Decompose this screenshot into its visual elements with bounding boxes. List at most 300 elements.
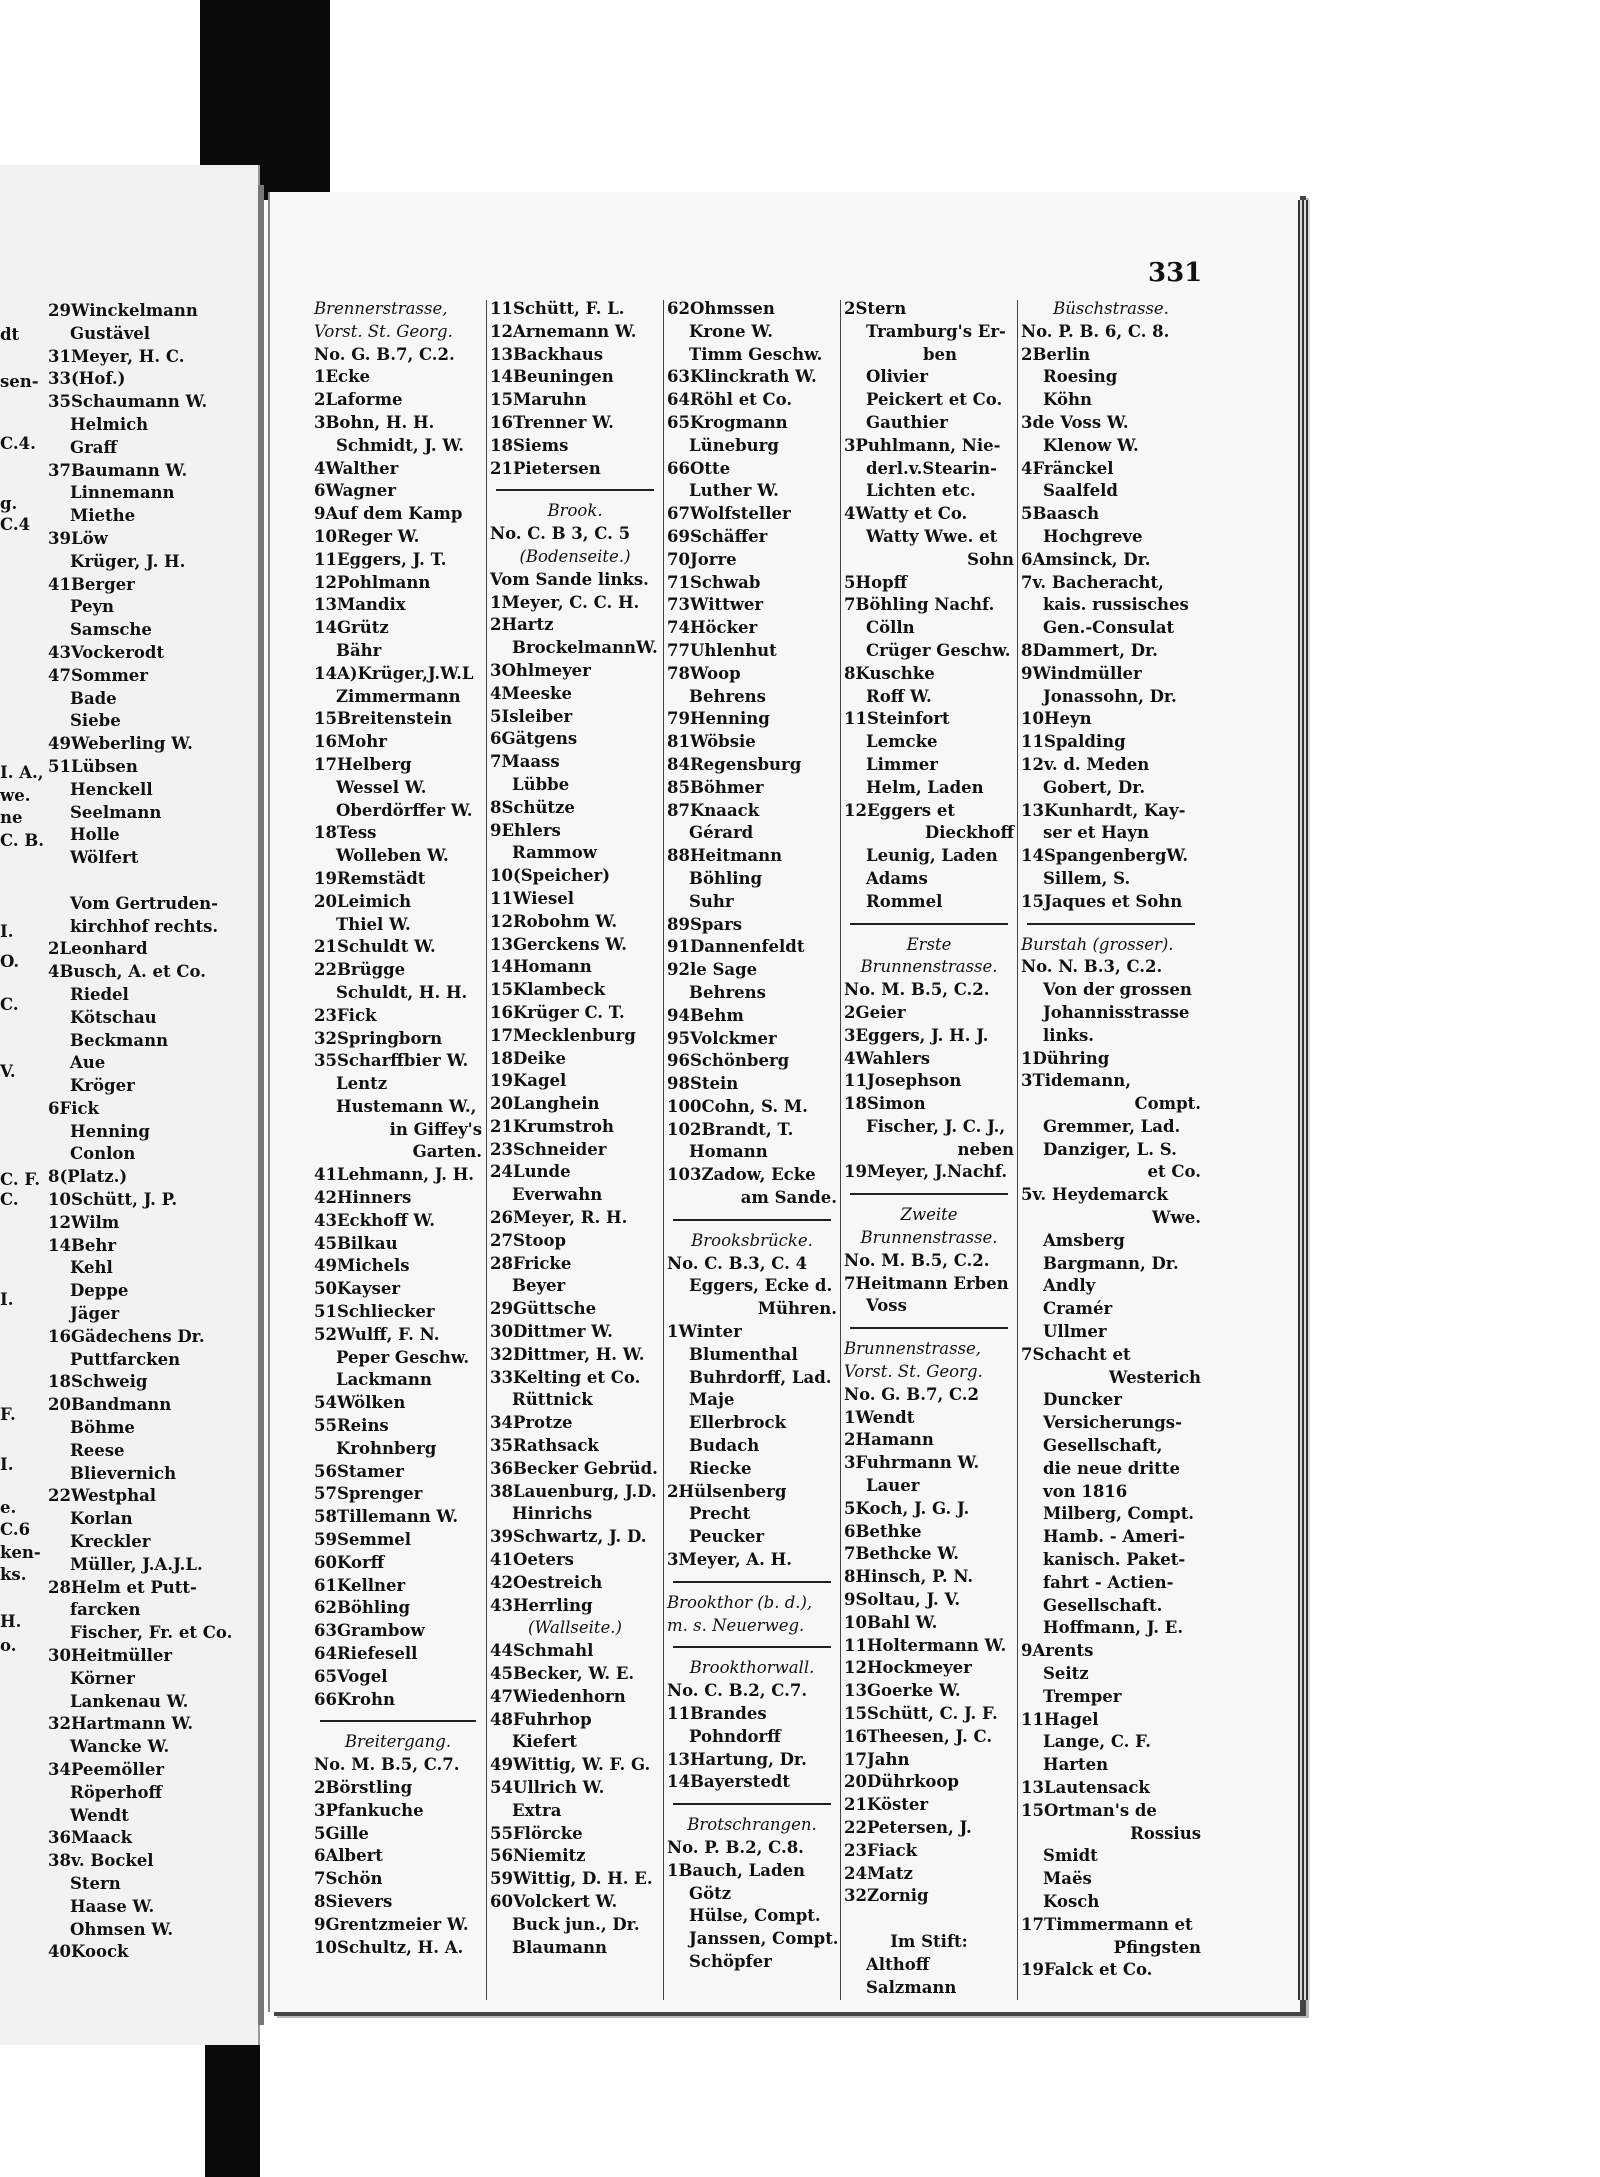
directory-entry: 48Fuhrhop [490, 1709, 592, 1729]
directory-entry: 7Schön [314, 1869, 383, 1889]
directory-entry: Helm, Laden [866, 777, 984, 797]
directory-entry: 13Backhaus [490, 344, 604, 364]
directory-entry: 65Krogmann [667, 412, 788, 432]
directory-entry: ser et Hayn [1043, 823, 1149, 843]
directory-entry: Thiel W. [336, 914, 411, 934]
directory-entry: Tremper [1043, 1686, 1122, 1706]
directory-column-4 [844, 298, 1014, 1999]
directory-entry: 2Leonhard [48, 939, 148, 959]
directory-entry: 23Fiack [844, 1840, 918, 1860]
directory-entry: 15Ortman's de [1021, 1800, 1157, 1820]
street-heading: Brunnenstrasse, [844, 1339, 982, 1359]
directory-entry: 36Becker Gebrüd. [490, 1458, 658, 1478]
clipped-text-fragment: e. [0, 1498, 17, 1517]
section-rule [850, 1327, 1008, 1329]
directory-entry: 18Tess [314, 823, 377, 843]
directory-entry: Rommel [866, 891, 943, 911]
directory-entry: 37Baumann W. [48, 460, 188, 480]
clipped-text-fragment: I. [0, 922, 14, 941]
directory-entry: 95Volckmer [667, 1028, 777, 1048]
directory-entry: Peper Geschw. [336, 1347, 470, 1367]
directory-entry: 5Gille [314, 1823, 369, 1843]
directory-entry: 60Korff [314, 1552, 385, 1572]
directory-entry: Budach [689, 1436, 760, 1456]
directory-entry: 32Springborn [314, 1028, 443, 1048]
directory-entry: 10Heyn [1021, 709, 1092, 729]
directory-entry: 10Schütt, J. P. [48, 1190, 178, 1210]
directory-entry: 10Schultz, H. A. [314, 1937, 464, 1957]
directory-entry: Holle [70, 825, 120, 845]
directory-entry: 19Remstädt [314, 868, 426, 888]
directory-entry: Lange, C. F. [1043, 1732, 1151, 1752]
street-heading: Brotschrangen. [687, 1815, 817, 1835]
directory-entry: 20Bandmann [48, 1395, 172, 1415]
directory-entry: 5Isleiber [490, 706, 573, 726]
column-separator [663, 300, 664, 2000]
directory-entry: 14Homann [490, 957, 592, 977]
clipped-text-fragment: we. [0, 786, 31, 805]
directory-entry: Lackmann [336, 1370, 432, 1390]
section-rule [673, 1219, 831, 1221]
clipped-text-fragment: F. [0, 1405, 16, 1424]
directory-entry: 5Koch, J. G. J. [844, 1498, 970, 1518]
directory-entry: 84Regensburg [667, 754, 802, 774]
directory-entry: Siebe [70, 711, 121, 731]
directory-entry: Hülse, Compt. [689, 1906, 821, 1926]
directory-entry: 1Winter [667, 1322, 742, 1342]
directory-entry: Sohn [967, 549, 1014, 569]
directory-entry: 64Röhl et Co. [667, 390, 793, 410]
directory-entry: 6Amsinck, Dr. [1021, 549, 1151, 569]
directory-entry: 35Scharffbier W. [314, 1051, 469, 1071]
directory-entry: 88Heitmann [667, 846, 783, 866]
directory-entry: Von der grossen [1043, 980, 1192, 1000]
directory-entry: Suhr [689, 891, 734, 911]
directory-entry: kirchhof rechts. [70, 916, 219, 936]
directory-entry: 13Goerke W. [844, 1681, 961, 1701]
directory-entry: 54Wölken [314, 1393, 406, 1413]
directory-entry: Gremmer, Lad. [1043, 1116, 1181, 1136]
directory-entry: Krüger, J. H. [70, 551, 186, 571]
directory-entry: 39Löw [48, 528, 108, 548]
directory-entry: 85Böhmer [667, 777, 764, 797]
directory-entry: 20Langhein [490, 1094, 600, 1114]
directory-entry: Kröger [70, 1076, 135, 1096]
directory-entry: am Sande. [740, 1188, 837, 1208]
directory-entry: Seitz [1043, 1664, 1089, 1684]
directory-entry: 63Klinckrath W. [667, 367, 817, 387]
directory-entry: Kehl [70, 1258, 113, 1278]
directory-entry: 38v. Bockel [48, 1851, 154, 1871]
directory-entry: 51Schliecker [314, 1302, 435, 1322]
directory-entry: Dieckhoff [924, 823, 1014, 843]
directory-entry: 18Simon [844, 1094, 926, 1114]
clipped-text-fragment: ne [0, 808, 23, 827]
directory-entry: Bähr [336, 640, 382, 660]
directory-entry: Korlan [70, 1509, 133, 1529]
directory-entry: 50Kayser [314, 1279, 401, 1299]
directory-entry: 56Niemitz [490, 1846, 586, 1866]
section-rule [850, 923, 1008, 925]
street-heading: Büschstrasse. [1053, 299, 1169, 318]
directory-entry: Westerich [1108, 1367, 1201, 1387]
directory-entry: 33(Hof.) [48, 369, 126, 389]
directory-entry: 29Winckelmann [48, 301, 198, 320]
directory-entry: 17Jahn [844, 1749, 910, 1769]
directory-entry: 49Michels [314, 1256, 410, 1276]
directory-entry: Hoffmann, J. E. [1043, 1618, 1184, 1638]
directory-entry: Salzmann [866, 1977, 957, 1997]
directory-entry: 22Brügge [314, 960, 406, 980]
section-rule [673, 1803, 831, 1805]
directory-entry: 12Pohlmann [314, 572, 431, 592]
street-heading: (Wallseite.) [528, 1618, 622, 1638]
directory-entry: von 1816 [1043, 1481, 1128, 1501]
directory-entry: Zimmermann [336, 686, 461, 706]
directory-entry: Stern [70, 1873, 121, 1893]
directory-entry: 12Hockmeyer [844, 1658, 972, 1678]
directory-entry: 64Riefesell [314, 1644, 418, 1664]
directory-entry: Mühren. [757, 1299, 837, 1319]
directory-entry: 6Bethke [844, 1521, 922, 1541]
directory-entry: in Giffey's [389, 1119, 482, 1139]
directory-entry: Gobert, Dr. [1043, 777, 1146, 797]
directory-entry: 21Krumstroh [490, 1116, 615, 1136]
directory-entry: Saalfeld [1043, 481, 1118, 501]
directory-entry: Versicherungs- [1043, 1413, 1182, 1433]
directory-entry: 21Pietersen [490, 458, 601, 478]
directory-entry: 1Dühring [1021, 1048, 1110, 1068]
directory-entry: Eggers, Ecke d. [689, 1276, 833, 1296]
directory-entry: 15Schütt, C. J. F. [844, 1704, 998, 1724]
directory-entry: 63Grambow [314, 1621, 425, 1641]
clipped-text-fragment: I. [0, 1455, 14, 1474]
directory-entry: Klenow W. [1043, 435, 1139, 455]
directory-entry: 66Otte [667, 458, 731, 478]
directory-entry: Ohmsen W. [70, 1919, 174, 1939]
directory-entry: 39Schwartz, J. D. [490, 1527, 647, 1547]
directory-entry: Extra [512, 1800, 562, 1820]
directory-entry: Sillem, S. [1043, 868, 1131, 888]
directory-entry: 14Bayerstedt [667, 1772, 790, 1792]
directory-entry: Blumenthal [689, 1344, 798, 1364]
directory-entry: 89Spars [667, 914, 743, 934]
page-edge [1298, 200, 1310, 2000]
directory-entry: Gesellschaft. [1043, 1595, 1163, 1615]
directory-entry: Kreckler [70, 1532, 151, 1552]
directory-entry: Milberg, Compt. [1043, 1504, 1195, 1524]
directory-entry: Andly [1043, 1276, 1096, 1296]
directory-entry: Köhn [1043, 390, 1092, 410]
clipped-text-fragment: C. [0, 995, 19, 1014]
directory-entry: 59Wittig, D. H. E. [490, 1869, 653, 1889]
directory-entry: 15Jaques et Sohn [1021, 891, 1183, 911]
directory-entry: Jonassohn, Dr. [1043, 686, 1177, 706]
directory-entry: derl.v.Stearin- [866, 458, 997, 478]
directory-entry: No. C. B.2, C.7. [667, 1681, 808, 1701]
directory-entry: 23Fick [314, 1005, 377, 1025]
street-heading: Vorst. St. Georg. [314, 321, 453, 341]
directory-entry: 6Wagner [314, 481, 396, 501]
clipped-text-fragment: dt [0, 325, 20, 344]
directory-entry: Crüger Geschw. [866, 640, 1011, 660]
directory-entry: Böhling [689, 868, 763, 888]
directory-entry: 32Zornig [844, 1886, 929, 1906]
directory-entry: 55Reins [314, 1416, 389, 1436]
directory-entry: Im Stift: [890, 1931, 968, 1951]
directory-entry: 24Lunde [490, 1162, 571, 1182]
column-separator [486, 300, 487, 2000]
directory-entry: 4Fränckel [1021, 458, 1114, 478]
directory-entry: 16Krüger C. T. [490, 1002, 625, 1022]
directory-entry: 9Ehlers [490, 820, 561, 840]
directory-entry: 51Lübsen [48, 756, 138, 776]
directory-entry: 14Grütz [314, 618, 389, 638]
directory-entry: Harten [1043, 1755, 1109, 1775]
directory-entry: 18Siems [490, 435, 569, 455]
directory-entry: 98Stein [667, 1074, 739, 1094]
directory-entry: Olivier [866, 367, 928, 387]
directory-entry: 61Kellner [314, 1575, 406, 1595]
directory-entry: No. C. B 3, C. 5 [490, 524, 631, 544]
directory-entry: Gustävel [70, 323, 151, 343]
directory-entry: 5Hopff [844, 572, 908, 592]
clipped-text-fragment: C.4. [0, 434, 36, 453]
clipped-text-fragment: I. [0, 1290, 14, 1309]
clipped-text-fragment: ken- [0, 1543, 41, 1562]
directory-entry: Kiefert [512, 1732, 578, 1752]
directory-entry: 3Eggers, J. H. J. [844, 1025, 989, 1045]
directory-entry: links. [1043, 1025, 1094, 1045]
directory-entry: Ellerbrock [689, 1413, 787, 1433]
directory-entry: Seelmann [70, 802, 162, 822]
directory-entry: Lauer [866, 1476, 920, 1496]
directory-entry: Homann [689, 1142, 768, 1162]
directory-entry: 52Wulff, F. N. [314, 1324, 440, 1344]
directory-entry: 45Bilkau [314, 1233, 398, 1253]
clipped-text-fragment: V. [0, 1062, 16, 1081]
directory-entry: 11Steinfort [844, 709, 950, 729]
directory-entry: 7Bethcke W. [844, 1544, 959, 1564]
directory-entry: 47Wiedenhorn [490, 1686, 626, 1706]
directory-entry: Everwahn [512, 1185, 603, 1205]
directory-entry: 2Berlin [1021, 344, 1091, 364]
directory-entry: 13Mandix [314, 595, 406, 615]
directory-entry: 3Tidemann, [1021, 1071, 1131, 1091]
directory-entry: 30Heitmüller [48, 1646, 173, 1666]
directory-entry: 67Wolfsteller [667, 504, 791, 524]
directory-entry [844, 1908, 1014, 1931]
directory-entry: No. M. B.5, C.7. [314, 1755, 460, 1775]
directory-entry: 11Hagel [1021, 1709, 1099, 1729]
directory-entry: 91Dannenfeldt [667, 937, 805, 957]
directory-entry: 2Geier [844, 1002, 906, 1022]
directory-entry: 30Dittmer W. [490, 1322, 613, 1342]
directory-entry: Fischer, J. C. J., [866, 1116, 1006, 1136]
left-page-column [48, 300, 232, 1964]
directory-entry: Hinrichs [512, 1504, 593, 1524]
directory-entry: 20Leimich [314, 891, 412, 911]
directory-entry: Deppe [70, 1281, 129, 1301]
directory-entry: 14A)Krüger,J.W.L [314, 663, 474, 683]
directory-entry: Behrens [689, 686, 766, 706]
directory-entry: 3Bohn, H. H. [314, 412, 435, 432]
directory-entry: 42Oestreich [490, 1572, 603, 1592]
directory-entry: 12v. d. Meden [1021, 754, 1150, 774]
street-heading: Brookthorwall. [689, 1658, 815, 1678]
directory-entry: 3de Voss W. [1021, 412, 1129, 432]
directory-entry: 71Schwab [667, 572, 761, 592]
directory-entry: 14Beuningen [490, 367, 614, 387]
directory-entry: 21Schuldt W. [314, 937, 436, 957]
directory-entry: 7Schacht et [1021, 1344, 1131, 1364]
directory-entry: 45Becker, W. E. [490, 1664, 635, 1684]
directory-entry: 11Eggers, J. T. [314, 549, 447, 569]
directory-entry: 24Matz [844, 1863, 913, 1883]
directory-entry: 26Meyer, R. H. [490, 1208, 628, 1228]
directory-entry: 42Hinners [314, 1188, 412, 1208]
directory-entry: 43Vockerodt [48, 642, 165, 662]
directory-entry: Cramér [1043, 1299, 1113, 1319]
directory-entry: Peucker [689, 1527, 765, 1547]
directory-entry: 94Behm [667, 1005, 744, 1025]
section-rule [850, 1193, 1008, 1195]
directory-entry: Cölln [866, 618, 915, 638]
directory-entry: Smidt [1043, 1846, 1098, 1866]
directory-entry: 8Sievers [314, 1891, 393, 1911]
directory-entry: 57Sprenger [314, 1484, 423, 1504]
clipped-text-fragment: O. [0, 952, 20, 971]
directory-entry: Vom Sande links. [490, 569, 649, 589]
directory-entry: 54Ullrich W. [490, 1778, 605, 1797]
directory-entry: Götz [689, 1883, 732, 1903]
directory-entry: Graff [70, 437, 118, 457]
directory-entry: Rüttnick [512, 1390, 593, 1410]
directory-entry: 41Lehmann, J. H. [314, 1165, 475, 1185]
clipped-text-fragment: o. [0, 1636, 17, 1655]
directory-entry: 15Maruhn [490, 390, 587, 410]
directory-entry: 12Arnemann W. [490, 321, 637, 341]
clipped-text-fragment: H. [0, 1612, 22, 1631]
directory-entry: 28Helm et Putt- [48, 1577, 197, 1597]
directory-entry: Compt. [1134, 1094, 1201, 1114]
directory-entry: 49Wittig, W. F. G. [490, 1755, 651, 1775]
directory-entry: 60Volckert W. [490, 1891, 618, 1911]
directory-entry: Miethe [70, 506, 136, 526]
section-rule [496, 489, 654, 491]
directory-entry: 2Börstling [314, 1778, 413, 1797]
directory-entry: 29Güttsche [490, 1299, 597, 1319]
directory-entry: 41Berger [48, 574, 135, 594]
directory-entry: 6Fick [48, 1098, 99, 1118]
directory-entry: 16Theesen, J. C. [844, 1726, 993, 1746]
directory-entry: Lübbe [512, 774, 570, 794]
directory-entry: Amsberg [1043, 1230, 1125, 1250]
directory-entry: 5Baasch [1021, 504, 1100, 524]
directory-entry: Lichten etc. [866, 481, 976, 501]
directory-entry: 1Wendt [844, 1407, 915, 1427]
directory-entry: Johannisstrasse [1043, 1002, 1190, 1022]
directory-entry: 31Meyer, H. C. [48, 346, 185, 366]
directory-entry: Janssen, Compt. [689, 1929, 839, 1949]
directory-entry: 56Stamer [314, 1461, 404, 1481]
directory-entry: 4Walther [314, 458, 399, 478]
directory-entry: Blievernich [70, 1463, 177, 1483]
directory-entry: 70Jorre [667, 549, 737, 569]
directory-entry: 15Klambeck [490, 980, 606, 1000]
directory-entry: Bargmann, Dr. [1043, 1253, 1179, 1273]
street-heading: Brookthor (b. d.), [667, 1592, 813, 1612]
directory-entry: Garten. [412, 1142, 482, 1162]
directory-entry: No. M. B.5, C.2. [844, 980, 990, 1000]
directory-entry [48, 870, 232, 893]
directory-entry: 43Eckhoff W. [314, 1210, 436, 1230]
street-heading: Brunnenstrasse. [860, 1228, 998, 1248]
directory-entry: Krohnberg [336, 1438, 437, 1458]
directory-entry: Vom Gertruden- [70, 893, 218, 913]
directory-entry: Müller, J.A.J.L. [70, 1554, 203, 1574]
directory-entry: 2Stern [844, 299, 907, 318]
directory-entry: 62Böhling [314, 1598, 410, 1618]
directory-entry: Limmer [866, 754, 938, 774]
directory-entry: 66Krohn [314, 1689, 395, 1709]
directory-entry: Maës [1043, 1869, 1092, 1889]
directory-entry: 92le Sage [667, 960, 758, 980]
directory-entry: No. N. B.3, C.2. [1021, 957, 1163, 977]
directory-entry: Bade [70, 688, 117, 708]
directory-entry: Rossius [1130, 1823, 1201, 1843]
directory-entry: 17Timmermann et [1021, 1914, 1193, 1934]
section-rule [320, 1720, 476, 1722]
directory-entry: 3Pfankuche [314, 1800, 424, 1820]
directory-entry: 11Schütt, F. L. [490, 299, 625, 318]
directory-entry: 73Wittwer [667, 595, 764, 615]
directory-entry: Buhrdorff, Lad. [689, 1367, 832, 1387]
directory-entry: 7Maass [490, 752, 560, 772]
section-rule [673, 1581, 831, 1583]
clipped-text-fragment: ks. [0, 1565, 27, 1584]
clipped-text-fragment: C.4 [0, 515, 31, 534]
street-heading: Erste [906, 934, 952, 954]
directory-entry: Watty Wwe. et [866, 526, 998, 546]
directory-entry: Reese [70, 1440, 125, 1460]
directory-entry: Maje [689, 1390, 735, 1410]
directory-entry: 3Ohlmeyer [490, 660, 591, 680]
directory-entry: 19Falck et Co. [1021, 1960, 1153, 1980]
street-heading: Brooksbrücke. [691, 1230, 813, 1250]
directory-entry: Riedel [70, 984, 129, 1004]
directory-column-1 [314, 298, 482, 1959]
directory-entry: 3Puhlmann, Nie- [844, 435, 1001, 455]
directory-entry: Gauthier [866, 412, 948, 432]
directory-entry: Böhme [70, 1418, 135, 1438]
clipped-text-fragment: I. A., [0, 763, 44, 782]
street-heading: (Bodenseite.) [519, 546, 631, 566]
directory-entry: 1Ecke [314, 367, 371, 387]
directory-entry: Wessel W. [336, 777, 427, 797]
directory-entry: Danziger, L. S. [1043, 1139, 1177, 1159]
directory-entry: Puttfarcken [70, 1349, 181, 1369]
directory-entry: Ullmer [1043, 1322, 1107, 1342]
directory-entry: 47Sommer [48, 665, 148, 685]
directory-entry: Beyer [512, 1276, 566, 1296]
street-heading: Burstah (grosser). [1021, 934, 1174, 954]
directory-entry: 77Uhlenhut [667, 640, 777, 660]
directory-entry: 11Josephson [844, 1071, 962, 1091]
directory-entry: farcken [70, 1600, 141, 1620]
directory-entry: 58Tillemann W. [314, 1507, 459, 1527]
directory-entry: fahrt - Actien- [1043, 1572, 1174, 1592]
